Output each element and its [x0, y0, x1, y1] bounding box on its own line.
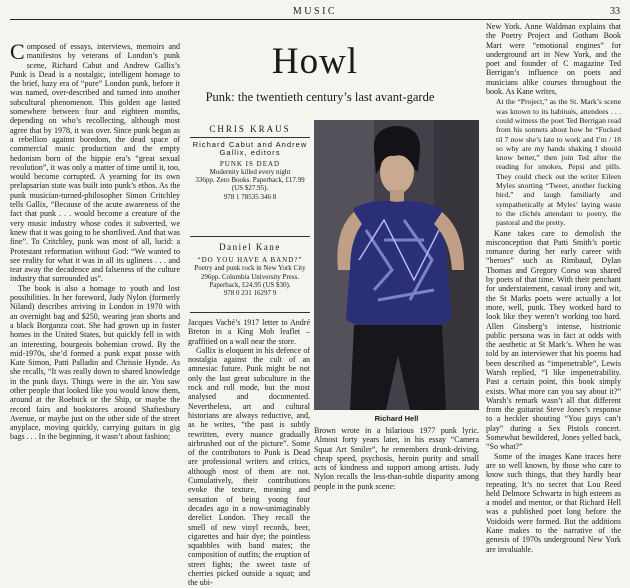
photo-caption: Richard Hell: [374, 414, 419, 423]
col4-paragraph-2: Kane takes care to demolish the misconception that Patti Smith’s poetic romance during her early career with “heroes” such as Rimbaud, Dylan Thomas and Gregory Corso was shared by poets of that time. With their penchant for understatement, casual irony and wit, the St Marks poets were actually a lot more, well, punk. They worked hard to look like they weren’t working too hard. Allen Ginsberg’s intense, histrionic public persona was in fact at odds with the aesthetic at St Mark’s. When he was told by an interviewer that his poems had been described as “impenetrable”, Lewis Warsh replied, “I like impenetrability. Past a certain point, this book simply exists. What more can you say about it?” Warsh’s remark wasn’t all that different from the guitarist Steve Jones’s response to a heckler shouting “You guys can’t play” during a Sex Pistols concert. Somewhat bewildered, Jones yelled back, “So what?”: [486, 228, 621, 452]
book2-details: 296pp. Columbia University Press. Paperback, £24.95 (US $30).: [200, 272, 300, 289]
book1-editors: Richard Cabut and Andrew Gallix, editors: [192, 140, 308, 158]
reviewer-name: CHRIS KRAUS: [209, 124, 291, 134]
drop-cap: C: [10, 39, 25, 64]
book2-subtitle: Poetry and punk rock in New York City: [194, 264, 306, 273]
book1-subtitle: Modernity killed every night: [209, 167, 291, 176]
richard-hell-photo: [314, 120, 479, 410]
col3-paragraph-1: Brown wrote in a hilarious 1977 punk lyric. Almost forty years later, in his essay “Camera Squat Art Smiler”, he remembers drunk-driving, cheap speed, psychosis, heroin purity and small acts of kindness and support among artists. Judy Nylon recalls the less-than-subtle disparity among people in the punk scene:: [314, 426, 479, 491]
article-title: Howl: [271, 41, 359, 82]
article-subtitle: Punk: the twentieth century’s last avant-garde: [205, 90, 435, 104]
book1-rule-bottom: [190, 236, 310, 237]
col4-block-quote: At the “Project,” as the St. Mark’s scene was known to its habitués, attendees . . . could witness the poet Ted Berrigan read from his sonnets about how he “Fucked til 7 now she’s late to work and I’m / 18 so why are my hands shaking I should know better,” then join Ted after the reading for smokes, Pepsi and pills. They could check out the writer Eileen Myles snorting “Tweet, another fucking bird,” and laugh familiarly and sympathetically at Myles’ laying waste to the clichés attendant to poetry, the pastoral and the pretty.: [496, 97, 621, 228]
book2-author: Daniel Kane: [219, 242, 281, 252]
column-4: [486, 22, 621, 554]
book2-info: [190, 256, 310, 297]
section-label: MUSIC: [292, 6, 338, 17]
page-number: 33: [610, 6, 620, 17]
column-2: [188, 318, 310, 588]
col4-paragraph-3: Some of the images Kane traces here are so well known, by those who care to know such things, that they hardly bear repeating. It’s no secret that Lou Reed held Delmore Schwartz in high esteem as a model and mentor, or that Richard Hell was a published poet long before the Voidoids were formed. But the additions Kane makes to the narrative of the genesis of 1970s underground New York are invaluable.: [486, 451, 621, 554]
col1-paragraph-1: [10, 39, 180, 284]
col4-paragraph-1: New York. Anne Waldman explains that the Poetry Project and Gotham Book Mart were “emotional engines” for underground art in New York, and the poet and founder of C magazine Ted Berrigan’s influence on poets and musicians alike courses throughout the book. As Kane writes,: [486, 22, 621, 97]
col1-paragraph-1-text: omposed of essays, interviews, memoirs and manifestos by veterans of London’s punk scene, Richard Cabut and Andrew Gallix’s Punk is Dead is a nostalgic, intelligent homage to the brief, hazy era of “pure” London punk, before it was named, over-described and turned into another subcultural phenomenon. This golden age lasted somewhere between four and eighteen months, depending on who’s recollecting, although most agree that by 1978, it was over. Since punk began as a rebellion against boredom, the dead space of commercial music production and the empty hedonism born of the hippie era’s “great sexual revolution”, it was only a matter of time until it, too, would become corrupted. A yearning for its own prelapsarian state was built into punk’s ethos. As the punk musician-turned-philosopher Simon Critchley tells Gallix, “Because of the acute awareness of the fact that punk . . . would become a creature of the very music industry whose codes it subverted, we knew that it was going to be shortlived. And that was fine”. To Critchley, punk was most of all, lucid: a Protestant reformation without God: “We wanted to see reality for what it was in all its ugliness . . . and tear away the decadence and falseness of the culture industry that surrounded us”.: [10, 42, 180, 284]
book1-isbn: 978 1 78535 346 8: [223, 192, 277, 201]
col2-paragraph-1: Jacques Vaché’s 1917 letter to André Breton in a King Mob leaflet – graffitied on a wall near the store.: [188, 318, 310, 346]
header-rule: [10, 19, 620, 20]
col2-paragraph-2: Gallix is eloquent in his defence of nostalgia against the cult of an amnesiac future. Punk might be not only the last great subculture in the rock and roll mode, but the most analysed and documented. Nevertheless, art and cultural historians are always reductive, and, as he writes, “the past is subtly rewritten, every nuance gradually airbrushed out of the picture”. Some of the contributors to Punk is Dead are professional writers and critics, although most of them are not. Cumulatively, their contributions evoke the texture, meaning and sensation of being young four decades ago in a now-unimaginably derelict London. They recall the smell of new vinyl records, beer, cigarettes and hair dye; the pointless squabbles with band mates; the composition of outfits; the eruption of street fights; the sweet taste of cherries picked outside a squat; and the ubi-: [188, 345, 310, 588]
column-1: [10, 39, 180, 502]
book2-title: “DO YOU HAVE A BAND?”: [197, 256, 303, 264]
book1-title: PUNK IS DEAD: [219, 159, 281, 168]
book2-isbn: 978 0 231 16297 9: [223, 289, 277, 298]
book1-rule-top: [190, 137, 310, 138]
col1-paragraph-2: The book is also a homage to youth and lost possibilities. In her foreword, Judy Nylon (formerly Niland) describes arriving in London in 1970 with an overnight bag and $250, wearing jean shorts and a black Borganza coat. She had grown up in foster homes in the United States, but quickly fell in with an interesting, bourgeois bohemian crowd. By the mid-1970s, she’d formed a punk expat posse with Kate Simon, Patti Palladin and Chrissie Hynde. As she recalls, “It was really down to shared knowledge in the punk days. Things were in the air. You saw other people that looked like you would know them, around at the Roebuck or the Ship, or maybe the record fairs and bookstores around Shaftesbury Avenue, or maybe just on the other side of the street anyplace, moving quickly, carrying guitars in gig bags . . . In the beginning, it wasn’t about fashion;: [10, 283, 180, 442]
book1-details: 336pp. Zero Books. Paperback, £17.99 (US $27.95).: [195, 176, 305, 193]
portrait-illustration: [314, 120, 479, 410]
book1-info: [190, 141, 310, 201]
column-3: [314, 426, 479, 502]
book2-rule-bottom: [190, 312, 310, 313]
